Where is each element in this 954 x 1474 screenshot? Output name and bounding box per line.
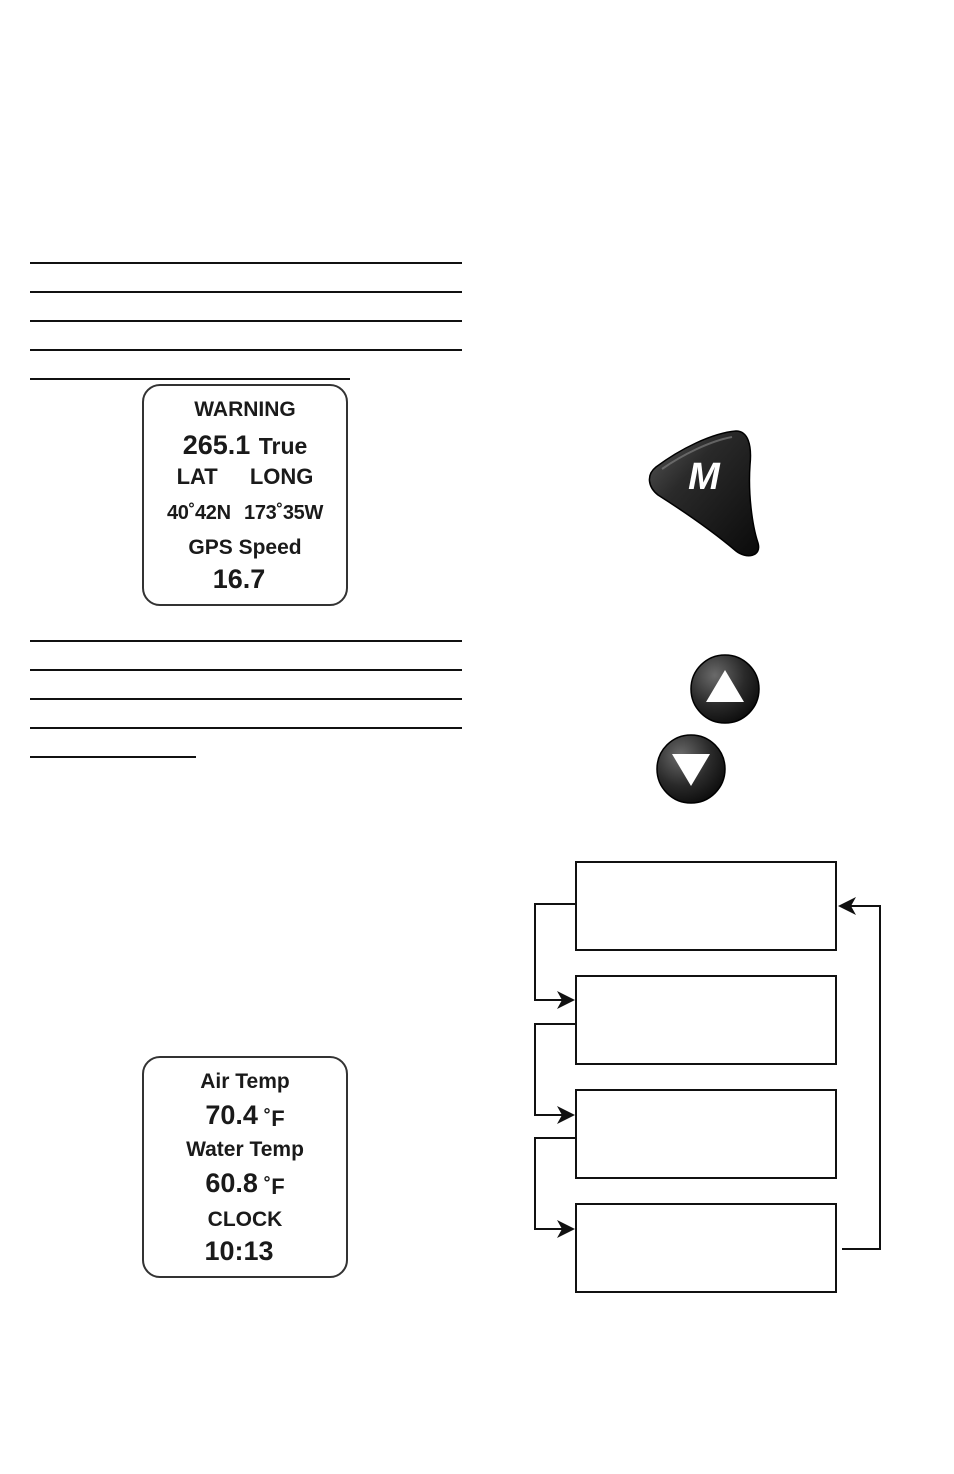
flow-arrow-3-to-4: [535, 1138, 575, 1229]
lcd-speed-label: GPS Speed: [188, 536, 302, 559]
lcd-air-unit: ˚F: [263, 1106, 285, 1131]
lcd-warning-text: WARNING: [194, 398, 296, 421]
flow-arrow-1-to-2: [535, 904, 575, 1000]
lcd-heading-ref: True: [258, 433, 308, 459]
lcd-air-value: 70.4: [205, 1100, 258, 1130]
lcd-speed-value: 16.7: [212, 564, 266, 594]
lcd-long-value: 173˚35W: [244, 502, 324, 524]
mode-button-label: M: [688, 456, 720, 498]
lcd-long-label: LONG: [249, 464, 314, 489]
lcd-lat-value: 40˚42N: [166, 502, 231, 524]
lcd-clock-label: CLOCK: [207, 1208, 283, 1231]
lcd-heading-value: 265.1: [182, 430, 251, 460]
lcd-air-label: Air Temp: [200, 1070, 290, 1093]
lcd-lat-label: LAT: [176, 464, 218, 489]
flow-arrow-4-to-1: [842, 906, 880, 1249]
flow-arrow-2-to-3: [535, 1024, 575, 1115]
lcd-water-unit: ˚F: [263, 1174, 285, 1199]
lcd-clock-value: 10:13: [204, 1236, 274, 1266]
lcd-water-label: Water Temp: [186, 1138, 304, 1161]
lcd-water-value: 60.8: [205, 1168, 258, 1198]
